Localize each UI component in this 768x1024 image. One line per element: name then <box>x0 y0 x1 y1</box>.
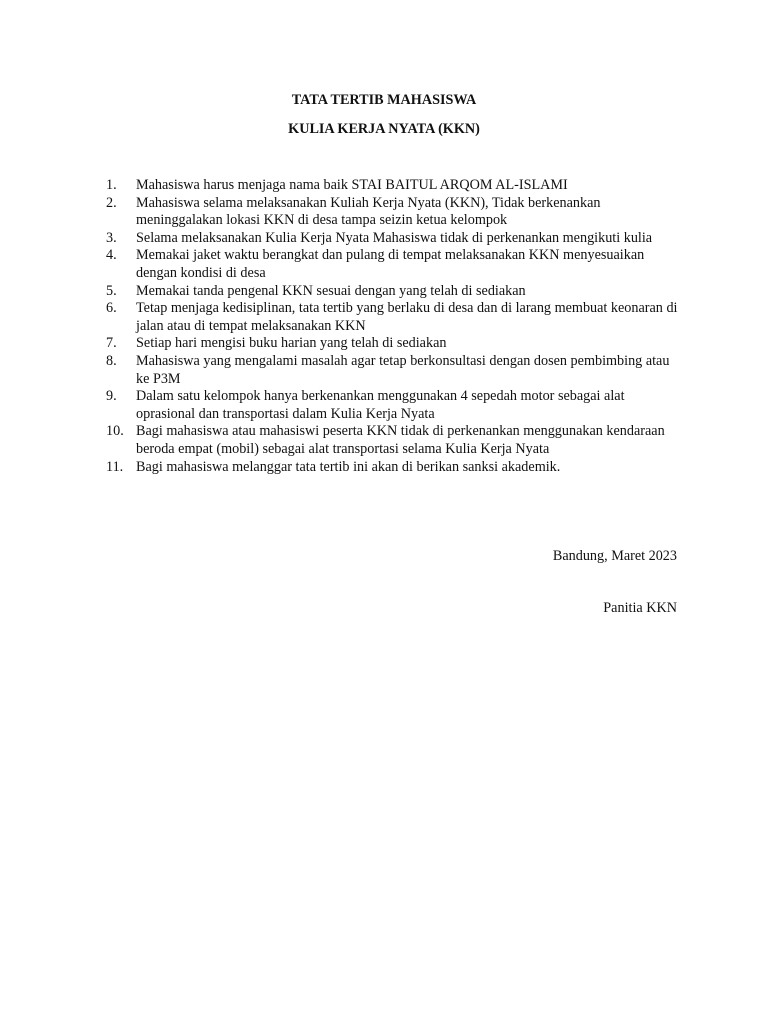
rules-list <box>106 177 686 476</box>
rule-item <box>106 388 686 423</box>
rule-item <box>106 177 686 195</box>
rule-item <box>106 300 686 335</box>
rule-item <box>106 195 686 230</box>
rule-item <box>106 459 686 477</box>
rule-text: Selama melaksanakan Kulia Kerja Nyata Mahasiswa tidak di perkenankan mengikuti kulia <box>136 229 653 246</box>
rule-text: Mahasiswa yang mengalami masalah agar tetap berkonsultasi dengan dosen pembimbing atau ke P3M <box>136 352 670 387</box>
rule-text: Mahasiswa selama melaksanakan Kuliah Kerja Nyata (KKN), Tidak berkenankan meninggalakan lokasi KKN di desa tampa seizin ketua kelompok <box>136 194 601 229</box>
rule-text: Tetap menjaga kedisiplinan, tata tertib yang berlaku di desa dan di larang membuat keonaran di jalan atau di tempat melaksanakan KKN <box>136 300 678 334</box>
rule-number: 7. <box>106 335 117 352</box>
rule-text: Dalam satu kelompok hanya berkenankan menggunakan 4 sepedah motor sebagai alat oprasional dan transportasi dalam Kulia Kerja Nyata <box>136 388 625 422</box>
rule-text: Bagi mahasiswa melanggar tata tertib ini akan di berikan sanksi akademik. <box>136 458 561 475</box>
rule-number: 4. <box>106 247 117 264</box>
rule-item <box>106 247 686 282</box>
rule-text: Memakai jaket waktu berangkat dan pulang di tempat melaksanakan KKN menyesuaikan dengan kondisi di desa <box>136 247 645 281</box>
signer-name: Panitia KKN <box>603 600 677 616</box>
rule-text: Setiap hari mengisi buku harian yang telah di sediakan <box>136 335 447 352</box>
rule-text: Bagi mahasiswa atau mahasiswi peserta KKN tidak di perkenankan menggunakan kendaraan beroda empat (mobil) sebagai alat transportasi selama Kulia Kerja Nyata <box>136 423 665 457</box>
rule-number: 8. <box>106 352 117 369</box>
place-date: Bandung, Maret 2023 <box>552 548 677 564</box>
rule-item <box>106 353 686 388</box>
rule-number: 9. <box>106 388 117 405</box>
rule-item <box>106 283 686 301</box>
rule-number: 1. <box>106 177 117 193</box>
rule-item <box>106 230 686 248</box>
document-title: TATA TERTIB MAHASISWA <box>291 92 477 108</box>
rule-number: 11. <box>106 458 124 475</box>
rule-item <box>106 335 686 353</box>
rule-text: Memakai tanda pengenal KKN sesuai dengan yang telah di sediakan <box>136 282 526 299</box>
rule-number: 6. <box>106 300 117 317</box>
rule-text: Mahasiswa harus menjaga nama baik STAI BAITUL ARQOM AL-ISLAMI <box>136 177 568 193</box>
rule-number: 10. <box>106 423 124 440</box>
rule-number: 5. <box>106 282 117 299</box>
rule-number: 2. <box>106 194 117 211</box>
document-subtitle: KULIA KERJA NYATA (KKN) <box>288 121 480 137</box>
rule-number: 3. <box>106 229 117 246</box>
rule-item <box>106 423 686 458</box>
